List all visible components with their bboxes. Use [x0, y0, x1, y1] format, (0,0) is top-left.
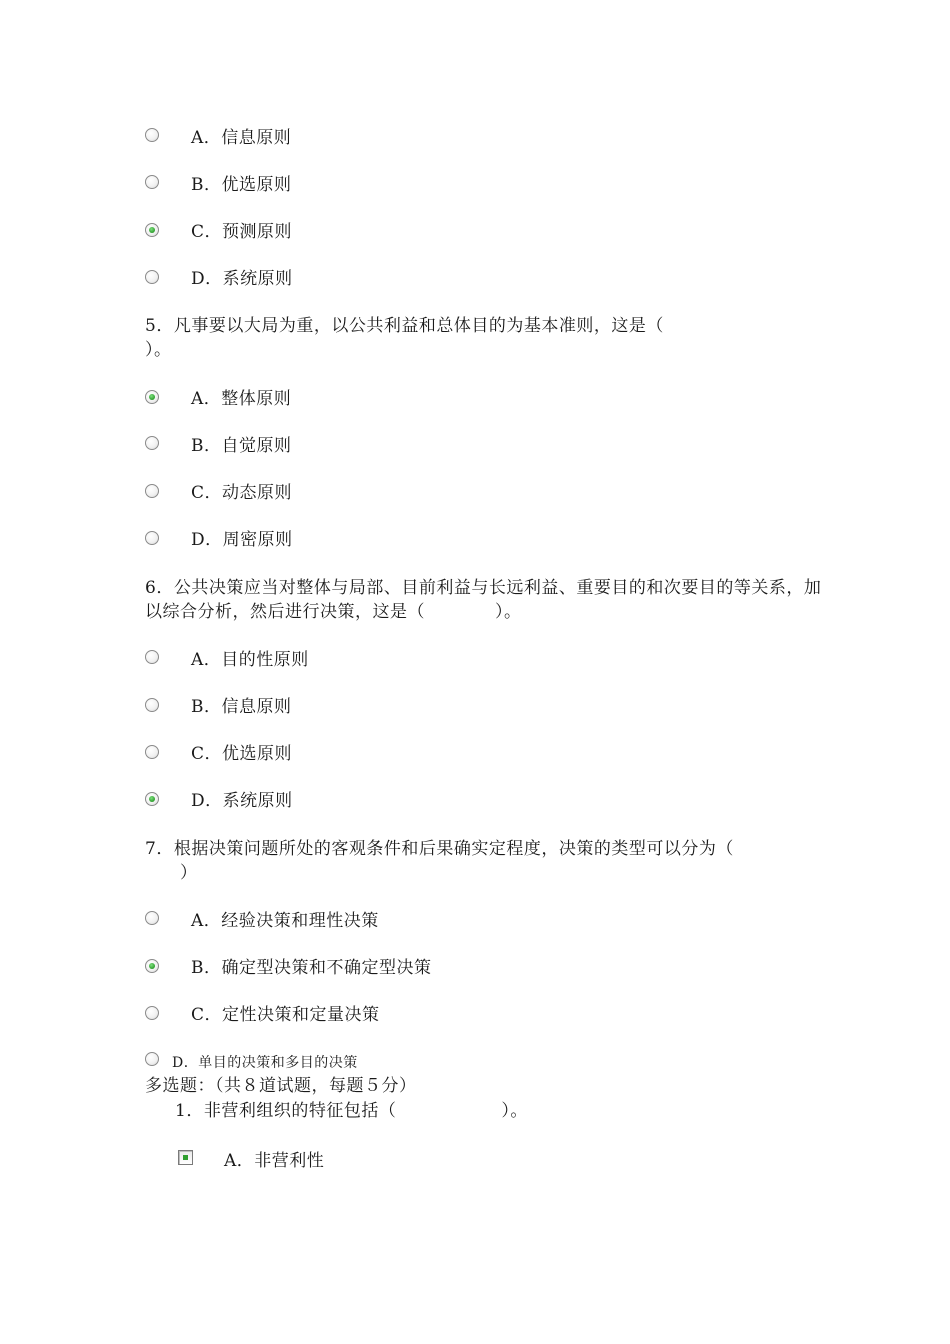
q5-option-d-label: D．周密原则 [191, 530, 293, 550]
multi-q1-option-a-checkbox[interactable] [178, 1150, 193, 1165]
q6-option-b-label: B．信息原则 [191, 697, 292, 717]
q6-option-c-label: C．优选原则 [191, 744, 293, 764]
q5-option-a-label: A．整体原则 [191, 389, 292, 409]
multi-q1-text: 1．非营利组织的特征包括（ ）。 [175, 1101, 528, 1121]
q7-option-d-radio[interactable] [145, 1052, 159, 1066]
q5-option-d-radio[interactable] [145, 531, 159, 545]
q5-text: 5．凡事要以大局为重，以公共利益和总体目的为基本准则，这是（ ）。 [145, 316, 664, 360]
q6-option-a-radio[interactable] [145, 650, 159, 664]
q6-option-c-radio[interactable] [145, 745, 159, 759]
q7-option-a-label: A．经验决策和理性决策 [191, 911, 379, 931]
q4-option-b-radio[interactable] [145, 175, 159, 189]
q7-option-b-radio[interactable] [145, 959, 159, 973]
q7-option-c-radio[interactable] [145, 1006, 159, 1020]
q4-option-d-radio[interactable] [145, 270, 159, 284]
q7-option-c-label: C．定性决策和定量决策 [191, 1005, 380, 1025]
q6-option-b-radio[interactable] [145, 698, 159, 712]
q5-option-c-radio[interactable] [145, 484, 159, 498]
q6-option-a-label: A．目的性原则 [191, 650, 309, 670]
q6-option-d-radio[interactable] [145, 792, 159, 806]
q4-option-b-label: B．优选原则 [191, 175, 292, 195]
q4-option-c-radio[interactable] [145, 223, 159, 237]
multi-choice-heading: 多选题：（共８道试题，每题５分） [145, 1076, 417, 1096]
q7-option-d-label: D．单目的决策和多目的决策 [172, 1055, 358, 1071]
q5-option-b-radio[interactable] [145, 436, 159, 450]
q4-option-d-label: D．系统原则 [191, 269, 293, 289]
q5-option-b-label: B．自觉原则 [191, 436, 292, 456]
q4-option-a-label: A．信息原则 [191, 128, 292, 148]
q4-option-c-label: C．预测原则 [191, 222, 293, 242]
q7-option-b-label: B．确定型决策和不确定型决策 [191, 958, 432, 978]
q6-text: 6．公共决策应当对整体与局部、目前利益与长远利益、重要目的和次要目的等关系，加以综合分析，然后进行决策，这是（ ）。 [145, 578, 822, 622]
q4-option-a-radio[interactable] [145, 128, 159, 142]
q7-text: 7．根据决策问题所处的客观条件和后果确实定程度，决策的类型可以分为（ ） [145, 839, 734, 883]
q5-option-a-radio[interactable] [145, 390, 159, 404]
q7-option-a-radio[interactable] [145, 911, 159, 925]
multi-q1-option-a-label: A．非营利性 [224, 1151, 325, 1171]
q5-option-c-label: C．动态原则 [191, 483, 293, 503]
q6-option-d-label: D．系统原则 [191, 791, 293, 811]
